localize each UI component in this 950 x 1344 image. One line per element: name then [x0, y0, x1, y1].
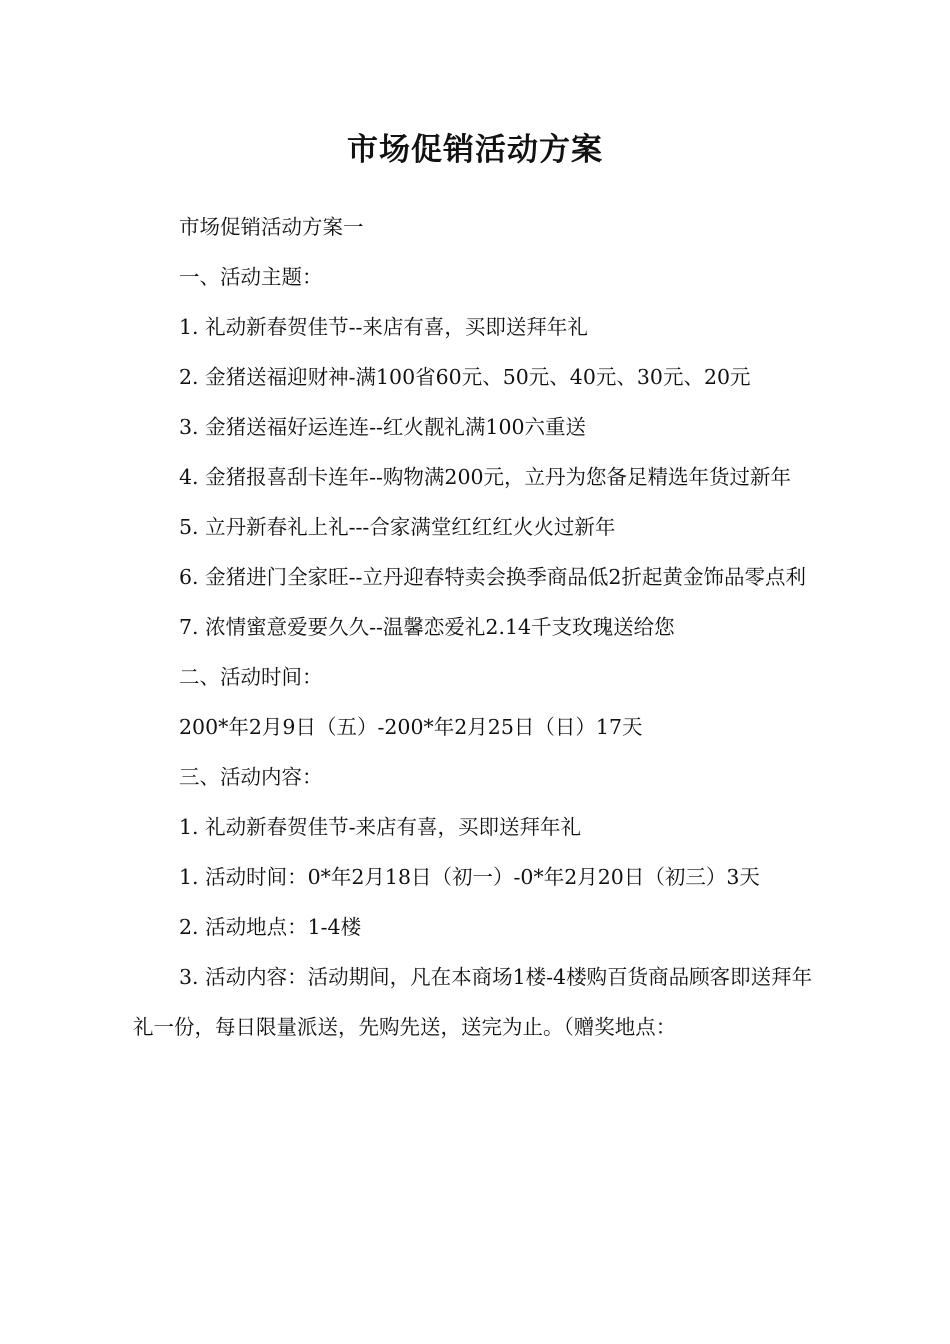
section-time-heading: 二、活动时间：	[179, 665, 323, 689]
theme-item: 3. 金猪送福好运连连--红火靓礼满100六重送	[179, 415, 587, 439]
content-item: 1. 活动时间：0*年2月18日（初一）-0*年2月20日（初三）3天	[179, 865, 760, 889]
content-subheading: 1. 礼动新春贺佳节-来店有喜，买即送拜年礼	[179, 815, 582, 839]
theme-item: 4. 金猪报喜刮卡连年--购物满200元，立丹为您备足精选年货过新年	[179, 465, 792, 489]
theme-item: 1. 礼动新春贺佳节--来店有喜，买即送拜年礼	[179, 315, 588, 339]
document-title: 市场促销活动方案	[347, 132, 603, 168]
document-body	[133, 202, 826, 1052]
content-item: 3. 活动内容：活动期间，凡在本商场1楼-4楼购百货商品顾客即送拜年礼一份，每日限量派送，先购先送，送完为止。（赠奖地点：	[133, 965, 813, 1039]
section-content-heading: 三、活动内容：	[179, 765, 323, 789]
paragraph-plan-heading: 市场促销活动方案一	[179, 215, 364, 239]
content-item: 2. 活动地点：1-4楼	[179, 915, 362, 939]
activity-period: 200*年2月9日（五）-200*年2月25日（日）17天	[179, 715, 643, 739]
section-theme-heading: 一、活动主题：	[179, 265, 323, 289]
theme-item: 6. 金猪进门全家旺--立丹迎春特卖会换季商品低2折起黄金饰品零点利	[179, 565, 806, 589]
theme-item: 7. 浓情蜜意爱要久久--温馨恋爱礼2.14千支玫瑰送给您	[179, 615, 675, 639]
theme-item: 2. 金猪送福迎财神-满100省60元、50元、40元、30元、20元	[179, 365, 751, 389]
theme-item: 5. 立丹新春礼上礼---合家满堂红红红火火过新年	[179, 515, 616, 539]
